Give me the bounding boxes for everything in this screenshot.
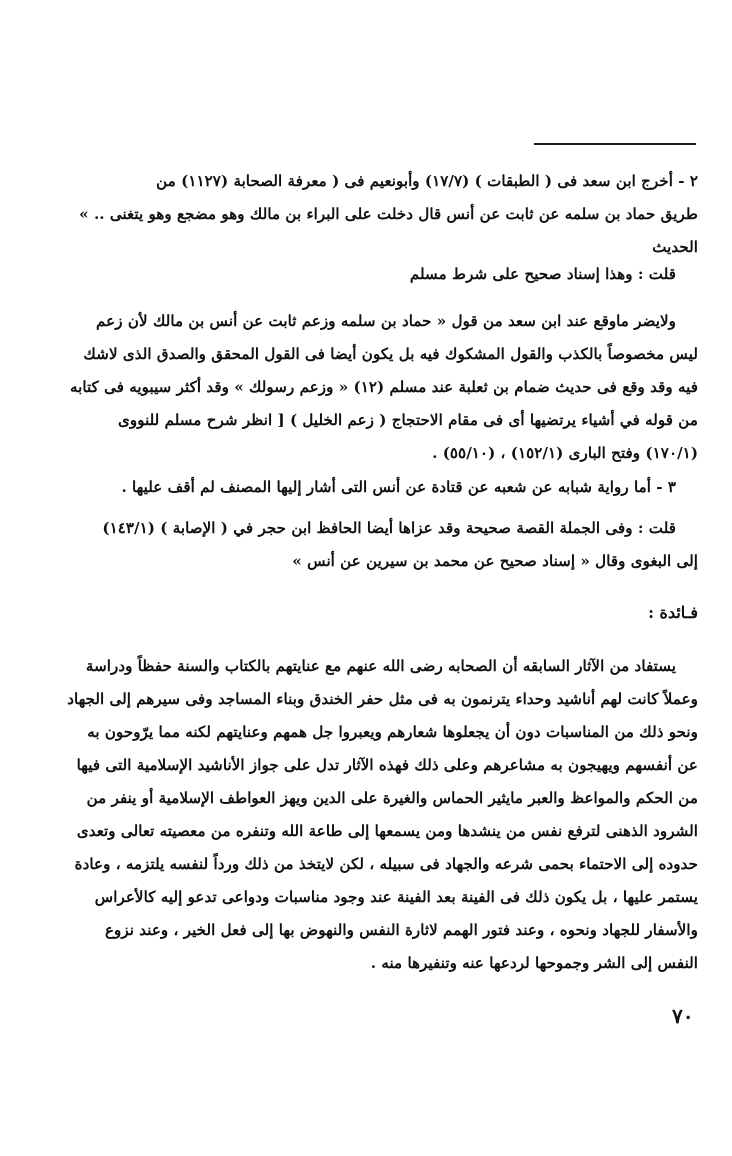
text-line: يستمر عليها ، بل يكون ذلك فى الفينة بعد الفينة عند وجود مناسبات ودواعى تدعو إليه كالأعراس	[94, 888, 698, 906]
text-line: ٣ - أما رواية شبابه عن شعبه عن قتادة عن أنس التى أشار إليها المصنف لم أقف عليها .	[121, 478, 676, 496]
text-line: طريق حماد بن سلمه عن ثابت عن أنس قال دخلت على البراء بن مالك وهو مضجع وهو يتغنى .. »	[79, 205, 698, 223]
text-line: قلت : وفى الجملة القصة صحيحة وقد عزاها أيضا الحافظ ابن حجر في ( الإصابة ) (١٤٣/١)	[102, 519, 676, 537]
text-line: الحديث	[652, 238, 698, 256]
text-line: وعملاً كانت لهم أناشيد وحداء يترنمون به فى مثل حفر الخندق وبناء المساجد وفى سيرهم إلى الجهاد	[67, 690, 698, 708]
footnote-2	[64, 165, 698, 264]
benefit-body	[64, 650, 698, 980]
text-line: فيه وقد وقع فى حديث ضمام بن ثعلبة عند مسلم (١٢) « وزعم رسولك » وقد أكثر سيبويه فى كتابه	[69, 378, 698, 396]
text-line: قلت : وهذا إسناد صحيح على شرط مسلم	[409, 265, 676, 283]
text-line: والأسفار للجهاد ونحوه ، وعند فتور الهمم لاثارة النفس والنهوض بها إلى فعل الخير ، وعند نزوع	[105, 921, 698, 939]
footnote-3	[64, 471, 698, 504]
text-line: الشرود الذهنى لترفع نفس من ينشدها ومن يسمعها إلى طاعة الله وتنفره من معصيته تعالى وتعدى	[76, 822, 698, 840]
benefit-heading: فـائدة :	[648, 603, 698, 622]
text-line: يستفاد من الآثار السابقه أن الصحابه رضى الله عنهم مع عنايتهم بالكتاب والسنة حفظاً ودراسة	[85, 657, 676, 675]
comment-zaam-explanation	[64, 305, 698, 470]
footnote-separator-rule	[534, 143, 696, 145]
text-line: حدوده إلى الاحتماء بحمى شرعه والجهاد فى سبيله ، لكن لايتخذ من ذلك ورداً لنفسه يلتزمه ، وعادة	[74, 855, 698, 873]
text-line: عن أنفسهم ويهيجون به مشاعرهم وعلى ذلك فهذه الآثار تدل على جواز الأناشيد الإسلامية التى فيها	[76, 756, 698, 774]
text-line: من قوله في أشياء يرتضيها أى فى مقام الاحتجاج ( زعم الخليل ) [ انظر شرح مسلم للنووى	[118, 411, 698, 429]
text-line: (١٧٠/١) وفتح البارى (١٥٢/١) ، (٥٥/١٠) .	[432, 444, 698, 462]
text-line: ليس مخصوصاً بالكذب والقول المشكوك فيه بل يكون أيضا فى القول المحقق والصدق الذى لاشك	[83, 345, 698, 363]
page-number: ٧٠	[672, 1004, 694, 1028]
comment-isnad-sahih	[64, 258, 698, 291]
text-line: ولايضر ماوقع عند ابن سعد من قول « حماد بن سلمه وزعم ثابت عن أنس بن مالك لأن زعم	[96, 312, 676, 330]
text-line: النفس إلى الشر وجموحها لردعها عنه وتنفيرها منه .	[370, 954, 698, 972]
text-line: ونحو ذلك من المناسبات دون أن يجعلوها شعارهم ويعبروا جل همهم وعنايتهم لكنه مما يرّوحون به	[87, 723, 698, 741]
text-line: إلى البغوى وقال « إسناد صحيح عن محمد بن سيرين عن أنس »	[292, 552, 698, 570]
comment-qissa-sahiha	[64, 512, 698, 578]
text-line: ٢ - أخرج ابن سعد فى ( الطبقات ) (١٧/٧) وأبونعيم فى ( معرفة الصحابة (١١٢٧) من	[156, 172, 698, 190]
text-line: من الحكم والمواعظ والعبر مايثير الحماس والغيرة على الدين ويهز العواطف الإسلامية أو ينفر من	[86, 789, 698, 807]
